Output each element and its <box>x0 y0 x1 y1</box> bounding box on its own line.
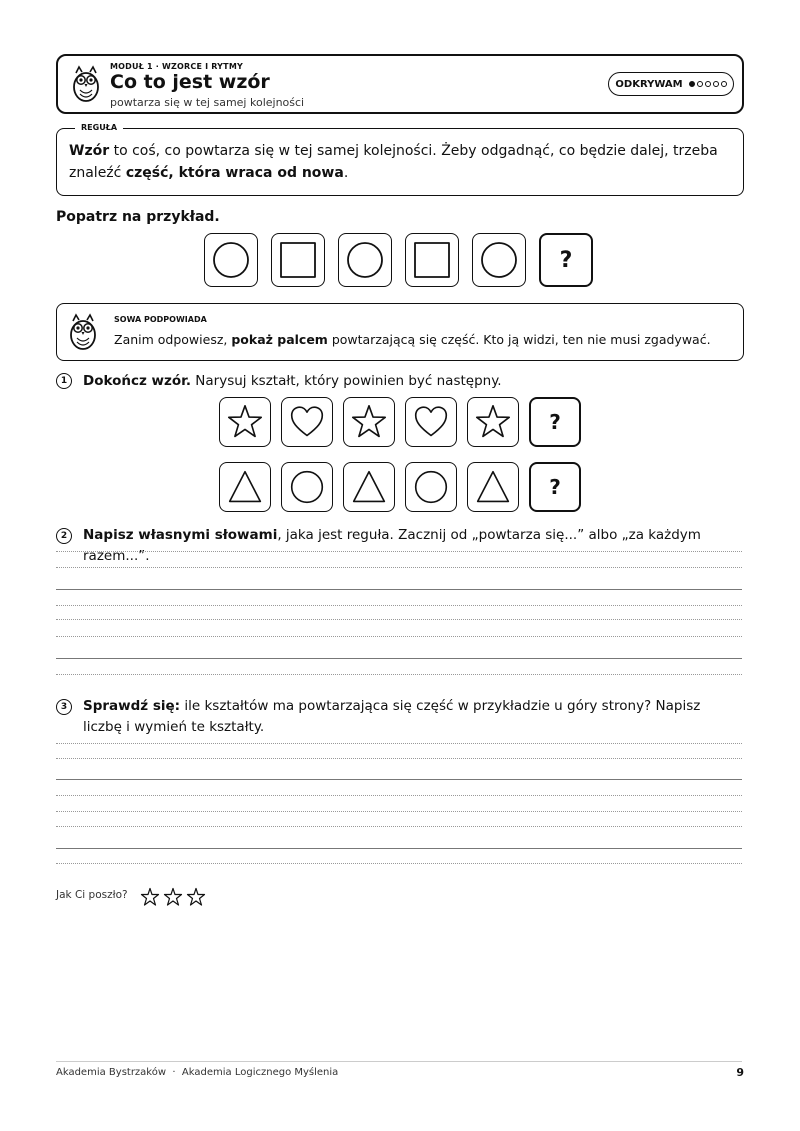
writing-guide-line <box>56 551 742 552</box>
triangle-icon <box>351 469 387 505</box>
circle-icon <box>479 240 519 280</box>
self-rating-stars <box>140 887 206 907</box>
hint-text <box>114 332 711 347</box>
shape-tile-triangle <box>219 462 271 512</box>
heart-icon <box>289 404 325 440</box>
question-mark: ? <box>559 247 573 273</box>
hint-label: SOWA PODPOWIADA <box>114 315 207 324</box>
rating-star-icon[interactable] <box>186 887 206 907</box>
shape-tile-star <box>467 397 519 447</box>
task1-shape-row-2 <box>219 462 581 512</box>
star-icon <box>475 404 511 440</box>
module-label: MODUŁ 1 · WZORCE I RYTMY <box>110 62 243 71</box>
rating-star-icon[interactable] <box>163 887 183 907</box>
level-dot-empty <box>721 81 727 87</box>
page-title: Co to jest wzór <box>110 71 270 93</box>
writing-guide-line <box>56 795 742 796</box>
writing-guide-line <box>56 619 742 620</box>
circle-icon <box>345 240 385 280</box>
rule-label: REGUŁA <box>75 123 123 132</box>
example-shape-row <box>204 233 593 287</box>
level-dot-filled <box>689 81 695 87</box>
writing-guide-line <box>56 605 742 606</box>
task1-bold: Dokończ wzór. <box>83 373 192 389</box>
shape-tile-triangle <box>467 462 519 512</box>
shape-tile-triangle <box>343 462 395 512</box>
writing-base-line <box>56 589 742 590</box>
hint-text-part1: Zanim odpowiesz, <box>114 332 232 347</box>
hint-text-part2: powtarzającą się część. Kto ją widzi, ten nie musi zgadywać. <box>327 332 711 347</box>
writing-base-line <box>56 779 742 780</box>
writing-base-line <box>56 848 742 849</box>
rule-text-part2: . <box>343 165 349 181</box>
shape-tile-circle <box>472 233 526 287</box>
page-subtitle: powtarza się w tej samej kolejności <box>110 96 305 109</box>
shape-tile-circle <box>204 233 258 287</box>
rule-box <box>56 123 744 196</box>
triangle-icon <box>475 469 511 505</box>
triangle-icon <box>227 469 263 505</box>
task3-text: ile kształtów ma powtarzająca się część w przykładzie u góry strony? Napisz liczbę i wymień te kształty. <box>83 698 701 735</box>
shape-tile-square <box>271 233 325 287</box>
task2-bold: Napisz własnymi słowami <box>83 527 278 543</box>
example-title: Popatrz na przykład. <box>56 209 220 225</box>
answer-box[interactable] <box>529 462 581 512</box>
writing-base-line <box>56 658 742 659</box>
circle-icon <box>211 240 251 280</box>
task-number: 1 <box>56 373 72 389</box>
question-mark: ? <box>549 475 561 499</box>
task1-instruction <box>83 371 502 392</box>
level-badge <box>608 72 734 96</box>
self-rating-label: Jak Ci poszło? <box>56 889 128 901</box>
shape-tile-heart <box>281 397 333 447</box>
level-label: ODKRYWAM <box>615 78 683 90</box>
writing-guide-line <box>56 826 742 827</box>
page-header <box>56 54 744 114</box>
rule-bold-phrase: część, która wraca od nowa <box>125 165 344 181</box>
shape-tile-heart <box>405 397 457 447</box>
rule-text <box>69 140 733 184</box>
rating-star-icon[interactable] <box>140 887 160 907</box>
task2-text: , jaka jest reguła. Zacznij od „powtarza się...” albo „za każdym razem...”. <box>83 527 701 564</box>
task2-instruction <box>83 525 743 567</box>
level-dot-empty <box>705 81 711 87</box>
owl-icon <box>70 65 102 103</box>
shape-tile-square <box>405 233 459 287</box>
rule-bold-term: Wzór <box>69 143 110 159</box>
level-dot-empty <box>713 81 719 87</box>
task-number: 2 <box>56 528 72 544</box>
circle-icon <box>289 469 325 505</box>
rule-text-part1: to coś, co powtarza się w tej samej kolejności. Żeby odgadnąć, co będzie dalej, trzeba znaleźć <box>69 143 718 181</box>
writing-guide-line <box>56 636 742 637</box>
shape-tile-circle <box>338 233 392 287</box>
heart-icon <box>413 404 449 440</box>
page-number: 9 <box>736 1066 744 1079</box>
writing-guide-line <box>56 758 742 759</box>
star-icon <box>351 404 387 440</box>
square-icon <box>278 240 318 280</box>
writing-guide-line <box>56 811 742 812</box>
question-mark: ? <box>549 410 561 434</box>
task-number: 3 <box>56 699 72 715</box>
writing-guide-line <box>56 863 742 864</box>
star-icon <box>227 404 263 440</box>
hint-box <box>56 303 744 361</box>
writing-guide-line <box>56 743 742 744</box>
shape-tile-star <box>219 397 271 447</box>
writing-guide-line <box>56 567 742 568</box>
circle-icon <box>413 469 449 505</box>
task3-bold: Sprawdź się: <box>83 698 181 714</box>
owl-icon <box>67 313 99 351</box>
task3-instruction <box>83 696 743 738</box>
shape-tile-circle <box>405 462 457 512</box>
shape-tile-star <box>343 397 395 447</box>
level-dots <box>689 81 727 87</box>
level-dot-empty <box>697 81 703 87</box>
task1-shape-row-1 <box>219 397 581 447</box>
square-icon <box>412 240 452 280</box>
footer-divider <box>56 1061 742 1062</box>
writing-guide-line <box>56 674 742 675</box>
hint-bold: pokaż palcem <box>231 332 328 347</box>
footer-publisher: Akademia Bystrzaków · Akademia Logicznego Myślenia <box>56 1067 339 1078</box>
shape-tile-circle <box>281 462 333 512</box>
answer-box[interactable] <box>529 397 581 447</box>
task1-text: Narysuj kształt, który powinien być następny. <box>191 373 502 389</box>
answer-box[interactable] <box>539 233 593 287</box>
